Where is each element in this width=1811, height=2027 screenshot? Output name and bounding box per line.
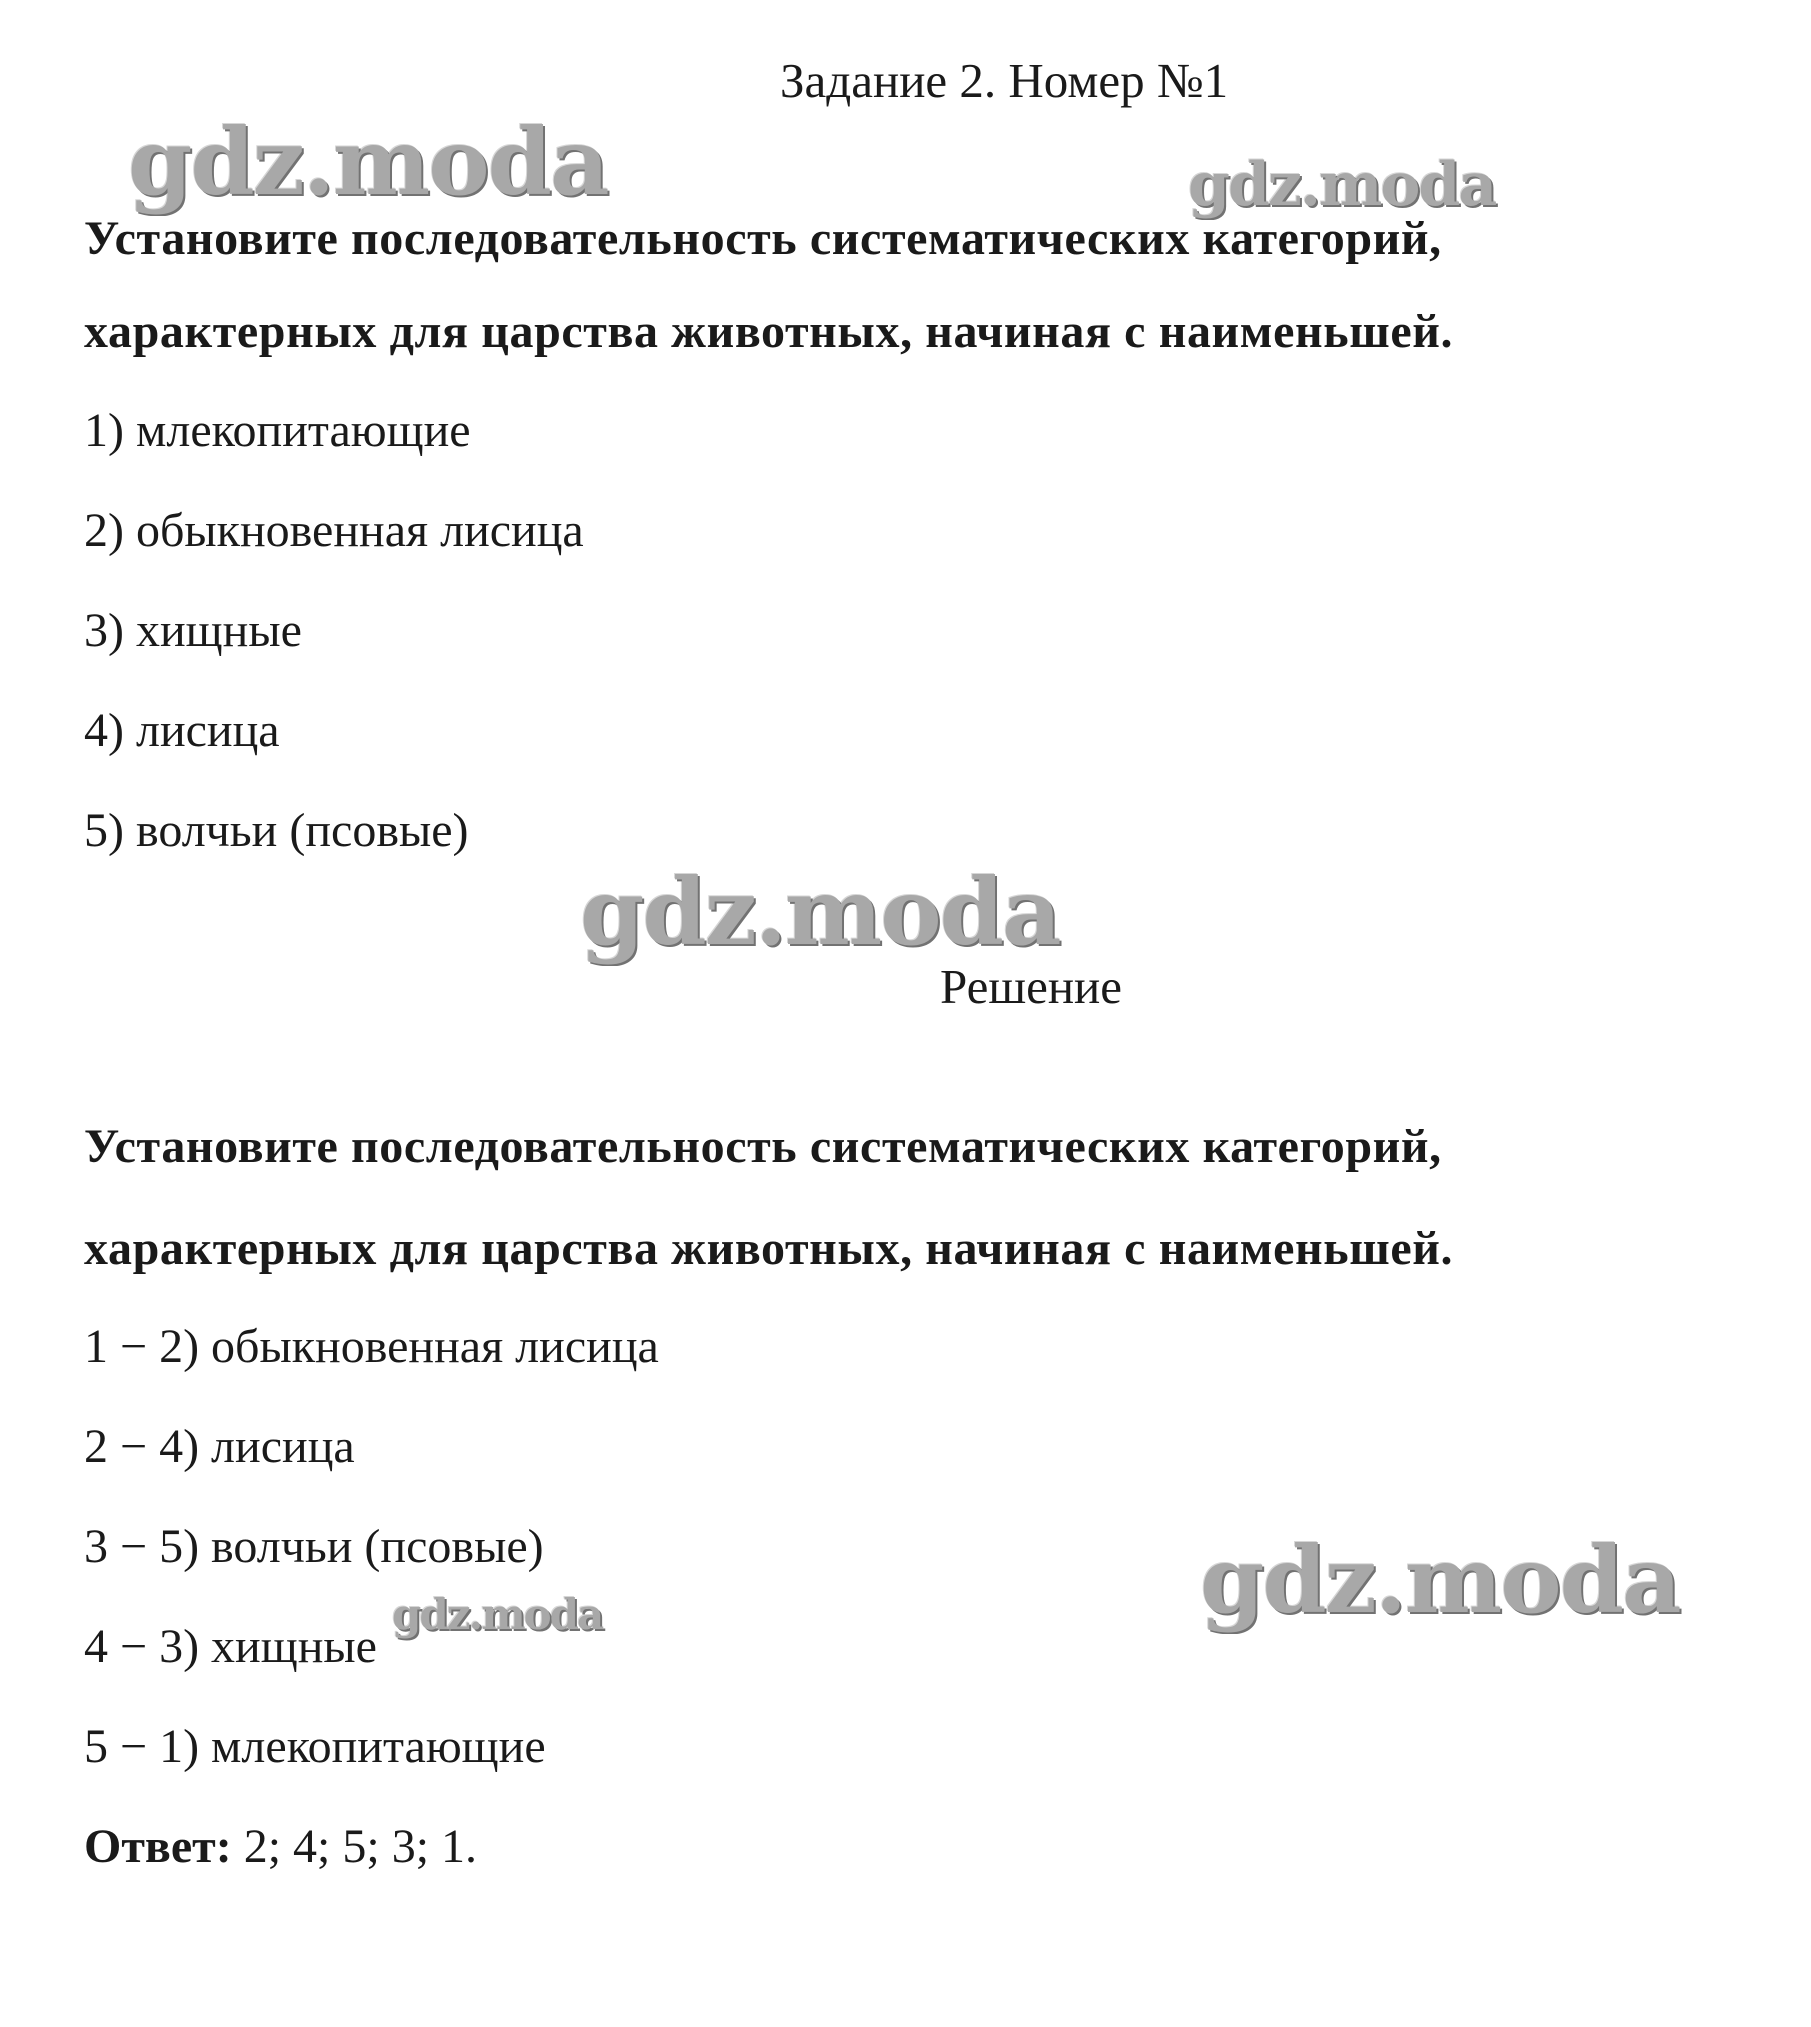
- watermark-logo: gdz.moda: [1188, 150, 1496, 220]
- watermark-logo: gdz.moda: [1200, 1526, 1680, 1634]
- solution-heading: Решение: [940, 959, 1123, 1014]
- solution-step: 4 − 3) хищные: [84, 1620, 377, 1673]
- solution-step: 2 − 4) лисица: [84, 1420, 355, 1473]
- solution-step: 3 − 5) волчьи (псовые): [84, 1520, 544, 1573]
- answer-label: Ответ:: [84, 1820, 232, 1873]
- option-item: 1) млекопитающие: [84, 404, 471, 457]
- answer: [84, 1818, 477, 1876]
- question-text-line-2: характерных для царства животных, начиная с наименьшей.: [84, 305, 1454, 358]
- solution-text-line-1: Установите последовательность систематических категорий,: [84, 1120, 1442, 1173]
- question-text-line-1: Установите последовательность систематических категорий,: [84, 212, 1442, 265]
- page-title: Задание 2. Номер №1: [780, 53, 1229, 108]
- option-item: 5) волчьи (псовые): [84, 804, 469, 857]
- solution-step: 5 − 1) млекопитающие: [84, 1720, 546, 1773]
- option-item: 2) обыкновенная лисица: [84, 504, 584, 557]
- watermark-logo: gdz.moda: [580, 858, 1060, 966]
- watermark-logo: gdz.moda: [128, 108, 608, 216]
- option-item: 4) лисица: [84, 704, 280, 757]
- solution-text-line-2: характерных для царства животных, начиная с наименьшей.: [84, 1222, 1454, 1275]
- watermark-logo: gdz.moda: [392, 1590, 603, 1639]
- solution-step: 1 − 2) обыкновенная лисица: [84, 1320, 659, 1373]
- option-item: 3) хищные: [84, 604, 302, 657]
- answer-value: 2; 4; 5; 3; 1.: [231, 1820, 478, 1873]
